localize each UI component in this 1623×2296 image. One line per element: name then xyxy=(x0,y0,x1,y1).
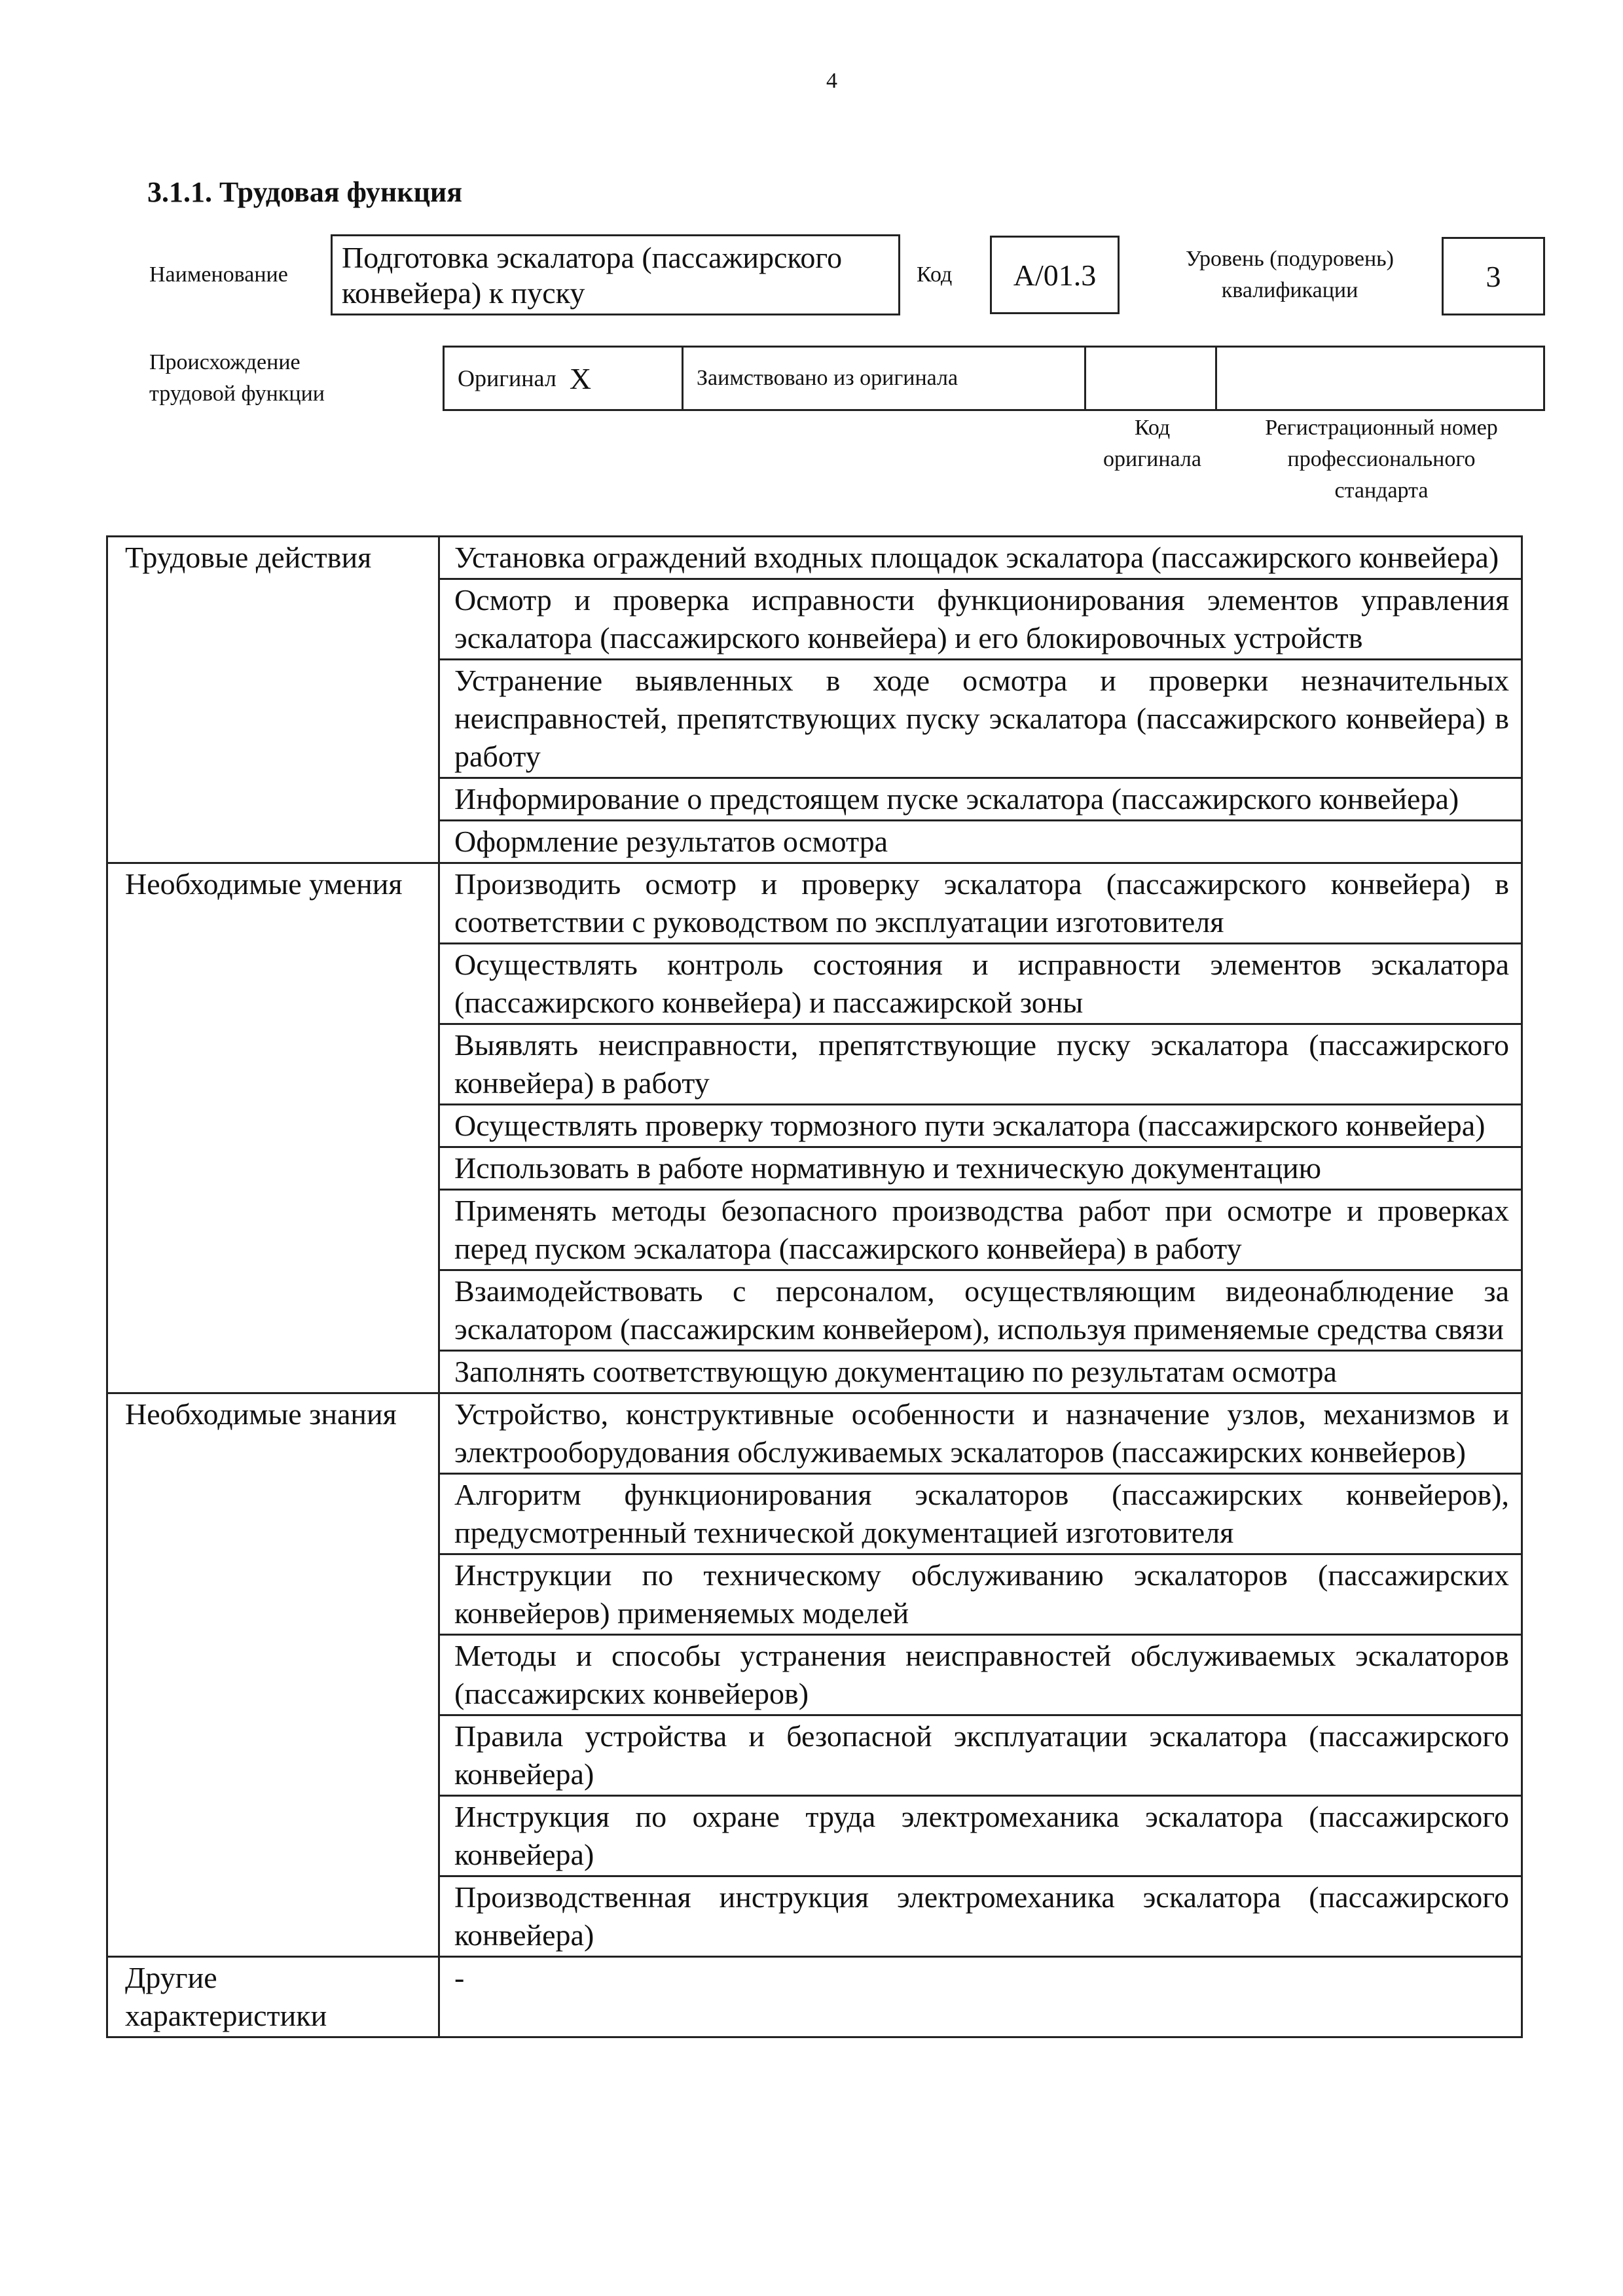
table-row xyxy=(107,1393,1522,1474)
origin-label-line1: Происхождение xyxy=(149,350,301,374)
table-cell-item: Установка ограждений входных площадок эскалатора (пассажирского конвейера) xyxy=(439,537,1522,579)
table-cell-item: Оформление результатов осмотра xyxy=(439,821,1522,863)
category-other-characteristics: Другие характеристики xyxy=(107,1957,439,2037)
table-cell-item: Информирование о предстоящем пуске эскалатора (пассажирского конвейера) xyxy=(439,778,1522,821)
category-labor-actions: Трудовые действия xyxy=(107,537,439,863)
table-cell-item: Осуществлять контроль состояния и исправности элементов эскалатора (пассажирского конвейера) и пассажирской зоны xyxy=(439,944,1522,1024)
section-title: 3.1.1. Трудовая функция xyxy=(147,176,463,208)
table-cell-item: Заполнять соответствующую документацию по результатам осмотра xyxy=(439,1351,1522,1393)
table-cell-item: Алгоритм функционирования эскалаторов (пассажирских конвейеров), предусмотренный технической документацией изготовителя xyxy=(439,1474,1522,1554)
level-label xyxy=(1152,243,1427,306)
page-number: 4 xyxy=(826,69,837,93)
table-cell-item: Устройство, конструктивные особенности и назначение узлов, механизмов и электрооборудования обслуживаемых эскалаторов (пассажирских конвейеров) xyxy=(439,1393,1522,1474)
table-row xyxy=(107,537,1522,579)
origin-label xyxy=(149,347,325,410)
table-cell-item: - xyxy=(439,1957,1522,2037)
table-cell-item: Устранение выявленных в ходе осмотра и проверки незначительных неисправностей, препятствующих пуску эскалатора (пассажирского конвейера) в работу xyxy=(439,660,1522,778)
original-code-caption xyxy=(1061,412,1244,475)
category-required-skills: Необходимые умения xyxy=(107,863,439,1393)
origin-reg-number-cell xyxy=(1217,348,1543,409)
code-caption-line2: оригинала xyxy=(1103,447,1201,471)
category-required-knowledge: Необходимые знания xyxy=(107,1393,439,1957)
original-mark: X xyxy=(569,361,592,395)
origin-borrowed-cell: Заимствовано из оригинала xyxy=(684,348,1086,409)
origin-table xyxy=(443,346,1545,411)
table-cell-item: Осмотр и проверка исправности функционирования элементов управления эскалатора (пассажирского конвейера) и его блокировочных устройств xyxy=(439,579,1522,660)
code-caption-line1: Код xyxy=(1134,416,1171,440)
original-label: Оригинал xyxy=(458,365,556,391)
name-label: Наименование xyxy=(149,262,288,287)
table-cell-item: Инструкция по охране труда электромеханика эскалатора (пассажирского конвейера) xyxy=(439,1796,1522,1876)
table-cell-item: Применять методы безопасного производства работ при осмотре и проверках перед пуском эскалатора (пассажирского конвейера) в работу xyxy=(439,1190,1522,1270)
reg-number-caption xyxy=(1218,412,1545,507)
reg-caption-line3: стандарта xyxy=(1334,478,1429,503)
table-cell-item: Методы и способы устранения неисправностей обслуживаемых эскалаторов (пассажирских конвейеров) xyxy=(439,1635,1522,1715)
function-code-field: A/01.3 xyxy=(990,236,1120,314)
table-cell-item: Взаимодействовать с персоналом, осуществляющим видеонаблюдение за эскалатором (пассажирским конвейером), используя применяемые средства связи xyxy=(439,1270,1522,1351)
origin-label-line2: трудовой функции xyxy=(149,382,325,406)
table-cell-item: Производить осмотр и проверку эскалатора (пассажирского конвейера) в соответствии с руководством по эксплуатации изготовителя xyxy=(439,863,1522,944)
origin-original-cell xyxy=(445,348,684,409)
level-label-line1: Уровень (подуровень) xyxy=(1185,247,1395,271)
code-label: Код xyxy=(917,262,953,287)
table-cell-item: Использовать в работе нормативную и техническую документацию xyxy=(439,1147,1522,1190)
origin-code-cell xyxy=(1086,348,1217,409)
table-cell-item: Выявлять неисправности, препятствующие пуску эскалатора (пассажирского конвейера) в работу xyxy=(439,1024,1522,1105)
table-cell-item: Инструкции по техническому обслуживанию эскалаторов (пассажирских конвейеров) применяемых моделей xyxy=(439,1554,1522,1635)
reg-caption-line1: Регистрационный номер xyxy=(1265,416,1498,440)
function-name-field: Подготовка эскалатора (пассажирского конвейера) к пуску xyxy=(331,234,900,315)
qualification-level-field: 3 xyxy=(1442,237,1545,315)
reg-caption-line2: профессионального xyxy=(1287,447,1476,471)
table-cell-item: Правила устройства и безопасной эксплуатации эскалатора (пассажирского конвейера) xyxy=(439,1715,1522,1796)
function-details-table xyxy=(106,535,1523,2038)
table-row xyxy=(107,1957,1522,2037)
table-row xyxy=(107,863,1522,944)
level-label-line2: квалификации xyxy=(1221,278,1359,302)
table-cell-item: Осуществлять проверку тормозного пути эскалатора (пассажирского конвейера) xyxy=(439,1105,1522,1147)
table-cell-item: Производственная инструкция электромеханика эскалатора (пассажирского конвейера) xyxy=(439,1876,1522,1957)
